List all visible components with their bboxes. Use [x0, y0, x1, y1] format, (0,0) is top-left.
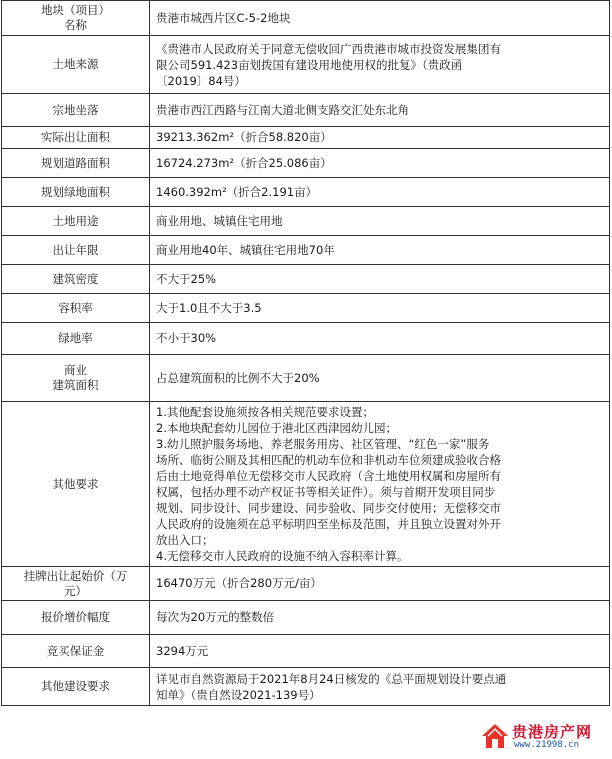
field-label-line: 土地用途 [52, 213, 99, 228]
table-row [2, 601, 610, 635]
field-label-line: 宗地坐落 [52, 102, 99, 117]
field-value [150, 1, 610, 36]
field-label [2, 265, 150, 294]
field-label [2, 36, 150, 94]
field-value [150, 294, 610, 323]
field-value [150, 36, 610, 94]
field-value-line: 后由土地竞得单位无偿移交市人民政府（含土地使用权属和房屋所有 [156, 469, 501, 483]
field-value [150, 178, 610, 207]
field-value-line: 2.本地块配套幼儿园位于港北区西津园幼儿园； [156, 421, 397, 435]
field-value-line: 4.无偿移交市人民政府的设施不纳入容积率计算。 [156, 549, 409, 563]
table-row [2, 355, 610, 402]
field-label [2, 207, 150, 236]
field-label-line: 规划绿地面积 [41, 184, 110, 199]
field-label-line: 商业 [64, 363, 87, 377]
field-label-line: 土地来源 [52, 57, 99, 71]
field-label [2, 323, 150, 355]
watermark-brand: 贵港房产网 [512, 723, 593, 741]
field-label-line: 名称 [64, 18, 87, 32]
field-value [150, 601, 610, 635]
field-label-line: 其他建设要求 [41, 679, 110, 693]
field-value-line: 贵港市城西片区C-5-2地块 [156, 10, 291, 25]
field-value [150, 635, 610, 668]
field-value [150, 149, 610, 178]
table-row [2, 1, 610, 36]
table-row [2, 94, 610, 127]
table-row [2, 127, 610, 149]
table-row [2, 36, 610, 94]
field-value [150, 94, 610, 127]
field-label [2, 149, 150, 178]
table-row [2, 178, 610, 207]
field-value [150, 207, 610, 236]
field-value-line: 39213.362m²（折合58.820亩） [156, 130, 332, 144]
field-value-line: 大于1.0且不大于3.5 [156, 300, 262, 315]
field-label [2, 1, 150, 36]
field-label-line: 建筑面积 [52, 378, 99, 392]
field-value-line: 16470万元（折合280万元/亩） [156, 576, 322, 590]
field-label [2, 294, 150, 323]
field-value [150, 402, 610, 567]
field-value-line: 详见市自然资源局于2021年8月24日核发的《总平面规划设计要点通 [156, 671, 507, 686]
field-value-line: 权属，包括办理不动产权证书等相关证件）。须与首期开发项目同步 [156, 485, 496, 499]
field-label-line: 地块（项目） [41, 3, 110, 17]
table-row [2, 207, 610, 236]
field-value-line: 商业用地40年、城镇住宅用地70年 [156, 242, 335, 257]
field-label [2, 601, 150, 635]
field-label-line: 容积率 [58, 300, 93, 315]
table-row [2, 402, 610, 567]
field-value-line: 16724.273m²（折合25.086亩） [156, 155, 332, 170]
field-label-line: 元） [64, 583, 87, 598]
field-value-line: 贵港市西江西路与江南大道北侧支路交汇处东北角 [156, 102, 409, 117]
field-label-line: 报价增价幅度 [41, 610, 110, 624]
field-value-line: 《贵港市人民政府关于同意无偿收回广西贵港市城市投资发展集团有 [156, 41, 501, 56]
field-label-line: 规划道路面积 [41, 155, 110, 170]
watermark-url: www.21998.cn [514, 740, 580, 750]
field-label [2, 402, 150, 567]
field-value-line: 1460.392m²（折合2.191亩） [156, 184, 318, 199]
table-row [2, 265, 610, 294]
table-row [2, 668, 610, 706]
field-value-line: 3294万元 [156, 643, 209, 658]
field-value-line: 〔2019〕84号） [156, 73, 246, 88]
table-row [2, 635, 610, 668]
field-value-line: 限公司591.423亩划拨国有建设用地使用权的批复》（贵政函 [156, 57, 463, 72]
table-row [2, 294, 610, 323]
field-label-line: 竞买保证金 [46, 643, 105, 658]
house-logo-icon [480, 721, 510, 751]
table-row [2, 567, 610, 601]
field-value [150, 236, 610, 265]
field-value-line: 不大于25% [156, 271, 217, 286]
field-value-line: 每次为20万元的整数倍 [156, 610, 275, 624]
field-label-line: 实际出让面积 [41, 130, 110, 144]
field-value-line: 不小于30% [156, 331, 217, 345]
field-value-line: 人民政府的设施须在总平标明四至坐标及范围，并且独立设置对外开 [156, 517, 501, 531]
field-value [150, 567, 610, 601]
field-value [150, 668, 610, 706]
field-label-line: 挂牌出让起始价（万 [23, 568, 128, 583]
field-label [2, 127, 150, 149]
field-label-line: 出让年限 [52, 242, 99, 257]
field-value-line: 3.幼儿照护服务场地、养老服务用房、社区管理、“红色一家”服务 [156, 437, 490, 451]
field-value [150, 127, 610, 149]
field-value-line: 占总建筑面积的比例不大于20% [156, 370, 320, 385]
field-label-line: 其他要求 [52, 476, 99, 491]
field-value-line: 规划、同步设计、同步建设、同步验收、同步交付使用；无偿移交市 [156, 501, 501, 515]
field-label-line: 建筑密度 [52, 271, 99, 286]
field-label [2, 668, 150, 706]
field-value [150, 323, 610, 355]
field-value-line: 商业用地、城镇住宅用地 [156, 213, 283, 228]
field-value-line: 场所、临街公厕及其相匹配的机动车位和非机动车位须建成验收合格 [156, 453, 501, 467]
field-value-line: 知单》（贵自然设2021-139号） [156, 687, 321, 702]
land-info-table [1, 0, 610, 706]
table-row [2, 236, 610, 265]
field-value-line: 放出入口； [156, 533, 214, 547]
field-value [150, 355, 610, 402]
site-watermark [480, 719, 608, 753]
field-value-line: 1.其他配套设施须按各相关规范要求设置； [156, 405, 374, 419]
table-row [2, 149, 610, 178]
field-label [2, 635, 150, 668]
field-value [150, 265, 610, 294]
field-label [2, 236, 150, 265]
field-label [2, 355, 150, 402]
field-label-line: 绿地率 [58, 331, 93, 345]
field-label [2, 567, 150, 601]
field-label [2, 178, 150, 207]
field-label [2, 94, 150, 127]
table-row [2, 323, 610, 355]
